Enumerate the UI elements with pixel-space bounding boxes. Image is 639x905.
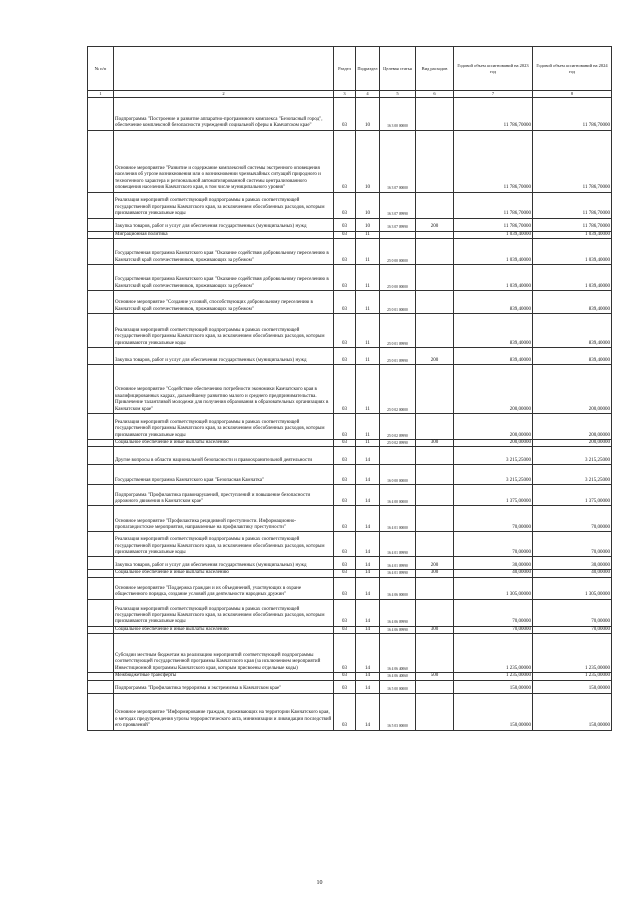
row-subsection-cell: 11: [356, 313, 380, 347]
column-number: 2: [114, 91, 334, 98]
row-vol2024-cell: 1 235,00000: [533, 634, 612, 673]
table-row: [88, 238, 612, 264]
row-name-cell: Подпрограмма "Профилактика терроризма и экстремизма в Камчатском крае": [114, 680, 334, 693]
table-row: [88, 506, 612, 532]
row-vol2023-cell: 200,00000: [454, 413, 533, 439]
row-subsection-cell: 14: [356, 634, 380, 673]
row-vol2023-cell: 40,00000: [454, 570, 533, 577]
row-num-cell: [88, 485, 114, 506]
table-row: [88, 626, 612, 633]
row-vol2023-cell: 1 305,00000: [454, 577, 533, 599]
row-section-cell: 03: [334, 130, 356, 192]
row-section-cell: 03: [334, 364, 356, 413]
row-target-cell: 25 0 00 00000: [380, 264, 416, 290]
budget-table: [87, 46, 612, 731]
row-vol2023-cell: 1 039,40000: [454, 231, 533, 238]
row-type-cell: [416, 192, 454, 218]
table-row: [88, 439, 612, 446]
row-vol2024-cell: 200,00000: [533, 439, 612, 446]
row-type-cell: [416, 97, 454, 130]
column-number: 8: [533, 91, 612, 98]
row-section-cell: 03: [334, 693, 356, 730]
table-row: [88, 218, 612, 231]
row-vol2024-cell: 1 039,40000: [533, 231, 612, 238]
row-type-cell: 500: [416, 673, 454, 680]
table-row: [88, 634, 612, 673]
column-number: 6: [416, 91, 454, 98]
row-name-cell: Реализация мероприятий соответствующей подпрограммы в рамках соответствующей государственной программы Камчатского края, за исключением обособленных расходов, которым присваиваются уникальные коды: [114, 313, 334, 347]
row-name-cell: Закупка товаров, работ и услуг для обеспечения государственных (муниципальных) нужд: [114, 347, 334, 364]
row-subsection-cell: 11: [356, 238, 380, 264]
row-target-cell: [380, 231, 416, 238]
row-subsection-cell: 14: [356, 485, 380, 506]
row-target-cell: 16 3 07 00000: [380, 130, 416, 192]
row-section-cell: 03: [334, 532, 356, 557]
row-target-cell: 25 0 00 00000: [380, 238, 416, 264]
row-subsection-cell: 11: [356, 413, 380, 439]
row-type-cell: 200: [416, 347, 454, 364]
row-vol2024-cell: 150,00000: [533, 693, 612, 730]
row-vol2023-cell: 200,00000: [454, 439, 533, 446]
row-vol2024-cell: 11 786,70000: [533, 97, 612, 130]
row-num-cell: [88, 97, 114, 130]
row-subsection-cell: 14: [356, 626, 380, 633]
row-name-cell: Государственная программа Камчатского края "Оказание содействия добровольному переселению в Камчатский край соотечественников, проживающих за рубежом": [114, 238, 334, 264]
row-vol2024-cell: 11 786,70000: [533, 192, 612, 218]
table-row: [88, 97, 612, 130]
row-name-cell: Закупка товаров, работ и услуг для обеспечения государственных (муниципальных) нужд: [114, 218, 334, 231]
row-type-cell: [416, 634, 454, 673]
row-type-cell: 300: [416, 570, 454, 577]
row-section-cell: 03: [334, 231, 356, 238]
row-name-cell: Социальное обеспечение и иные выплаты населению: [114, 439, 334, 446]
row-vol2023-cell: 11 786,70000: [454, 130, 533, 192]
row-vol2024-cell: 200,00000: [533, 364, 612, 413]
row-vol2024-cell: 150,00000: [533, 680, 612, 693]
row-name-cell: Закупка товаров, работ и услуг для обеспечения государственных (муниципальных) нужд: [114, 557, 334, 570]
row-name-cell: Подпрограмма "Построение и развитие аппаратно-программного комплекса "Безопасный город", обеспечение комплексной безопасности учреждений социальной сферы в Камчатском крае": [114, 97, 334, 130]
row-section-cell: 03: [334, 465, 356, 485]
row-name-cell: Основное мероприятие "Развитие и содержание комплексной системы экстренного оповещения населения об угрозе возникновения или о возникновении чрезвычайных ситуаций природного и техногенного характера и региональной автоматизированной системы централизованного оповещения населения Камчатского края, в том числе муниципального уровня": [114, 130, 334, 192]
header-vol2024: Годовой объем ассигнований на 2024 год: [533, 47, 612, 91]
header-num: № п/п: [88, 47, 114, 91]
row-name-cell: Реализация мероприятий соответствующей подпрограммы в рамках соответствующей государственной программы Камчатского края, за исключением обособленных расходов, которым присваиваются уникальные коды: [114, 599, 334, 626]
row-num-cell: [88, 447, 114, 465]
row-vol2024-cell: 1 039,40000: [533, 264, 612, 290]
row-subsection-cell: 11: [356, 264, 380, 290]
row-target-cell: 16 5 03 00000: [380, 693, 416, 730]
row-name-cell: Подпрограмма "Профилактика правонарушений, преступлений и повышение безопасности дорожного движения в Камчатском крае": [114, 485, 334, 506]
row-subsection-cell: 14: [356, 680, 380, 693]
row-target-cell: 16 4 01 09990: [380, 570, 416, 577]
row-vol2023-cell: 1 235,00000: [454, 673, 533, 680]
row-target-cell: 16 4 06 40060: [380, 673, 416, 680]
row-vol2024-cell: 70,00000: [533, 532, 612, 557]
row-type-cell: [416, 447, 454, 465]
row-vol2023-cell: 3 215,25000: [454, 465, 533, 485]
row-type-cell: [416, 313, 454, 347]
row-name-cell: Межбюджетные трансферты: [114, 673, 334, 680]
row-target-cell: 16 4 06 00000: [380, 577, 416, 599]
column-number: 5: [380, 91, 416, 98]
row-type-cell: 300: [416, 626, 454, 633]
row-subsection-cell: 11: [356, 290, 380, 313]
row-num-cell: [88, 506, 114, 532]
row-vol2023-cell: 839,40000: [454, 313, 533, 347]
row-vol2023-cell: 11 786,70000: [454, 97, 533, 130]
table-row: [88, 290, 612, 313]
row-type-cell: [416, 485, 454, 506]
row-vol2023-cell: 11 786,70000: [454, 192, 533, 218]
row-num-cell: [88, 192, 114, 218]
row-vol2024-cell: 1 375,00000: [533, 485, 612, 506]
row-name-cell: Основное мероприятие "Информирование граждан, проживающих на территории Камчатского края, о методах предупреждения угрозы террористического акта, минимизации и ликвидации последствий его проявлений": [114, 693, 334, 730]
table-row: [88, 570, 612, 577]
row-vol2024-cell: 30,00000: [533, 557, 612, 570]
row-name-cell: Реализация мероприятий соответствующей подпрограммы в рамках соответствующей государственной программы Камчатского края, за исключением обособленных расходов, которым присваиваются уникальные коды: [114, 192, 334, 218]
row-subsection-cell: 14: [356, 447, 380, 465]
row-type-cell: [416, 599, 454, 626]
row-section-cell: 03: [334, 626, 356, 633]
row-num-cell: [88, 532, 114, 557]
row-section-cell: 03: [334, 447, 356, 465]
row-target-cell: [380, 447, 416, 465]
row-section-cell: 03: [334, 570, 356, 577]
row-target-cell: 16 4 06 09990: [380, 599, 416, 626]
row-subsection-cell: 14: [356, 506, 380, 532]
row-type-cell: [416, 364, 454, 413]
table-row: [88, 192, 612, 218]
row-section-cell: 03: [334, 290, 356, 313]
column-number: 3: [334, 91, 356, 98]
row-name-cell: Основное мероприятие "Содействие обеспечению потребности экономики Камчатского края в квалифицированных кадрах, дальнейшему развитию малого и среднего предпринимательства. Привлечение талантливой молодежи для получения образования в образовательных организациях в Камчатском крае": [114, 364, 334, 413]
row-section-cell: 03: [334, 439, 356, 446]
row-vol2024-cell: 1 305,00000: [533, 577, 612, 599]
row-type-cell: [416, 577, 454, 599]
row-vol2024-cell: 11 786,70000: [533, 218, 612, 231]
row-section-cell: 03: [334, 599, 356, 626]
row-vol2023-cell: 70,00000: [454, 506, 533, 532]
row-section-cell: 03: [334, 264, 356, 290]
row-section-cell: 03: [334, 557, 356, 570]
row-subsection-cell: 10: [356, 192, 380, 218]
row-vol2023-cell: 1 235,00000: [454, 634, 533, 673]
row-name-cell: Субсидии местным бюджетам на реализацию мероприятий соответствующей подпрограммы соответствующей государственной программы Камчатского края (за исключением мероприятий Инвестиционной программы Камчатского края, которым присвоены отдельные коды): [114, 634, 334, 673]
table-row: [88, 577, 612, 599]
row-subsection-cell: 14: [356, 577, 380, 599]
row-target-cell: 25 0 01 00000: [380, 290, 416, 313]
row-vol2023-cell: 1 039,40000: [454, 238, 533, 264]
row-target-cell: 16 4 01 09990: [380, 557, 416, 570]
row-type-cell: 200: [416, 557, 454, 570]
row-section-cell: 03: [334, 238, 356, 264]
row-subsection-cell: 10: [356, 218, 380, 231]
row-subsection-cell: 14: [356, 599, 380, 626]
table-row: [88, 599, 612, 626]
row-num-cell: [88, 290, 114, 313]
row-subsection-cell: 14: [356, 693, 380, 730]
row-num-cell: [88, 364, 114, 413]
row-vol2024-cell: 11 786,70000: [533, 130, 612, 192]
row-subsection-cell: 14: [356, 570, 380, 577]
row-vol2024-cell: 839,40000: [533, 290, 612, 313]
header-expense-type: Вид расходов: [416, 47, 454, 91]
row-num-cell: [88, 347, 114, 364]
row-subsection-cell: 14: [356, 673, 380, 680]
row-subsection-cell: 11: [356, 364, 380, 413]
row-name-cell: Социальное обеспечение и иные выплаты населению: [114, 626, 334, 633]
header-name: [114, 47, 334, 91]
row-target-cell: 16 4 00 00000: [380, 485, 416, 506]
column-number: 1: [88, 91, 114, 98]
row-name-cell: Государственная программа Камчатского края "Безопасная Камчатка": [114, 465, 334, 485]
row-subsection-cell: 10: [356, 97, 380, 130]
row-target-cell: 16 4 06 09990: [380, 626, 416, 633]
row-type-cell: 200: [416, 218, 454, 231]
row-type-cell: [416, 130, 454, 192]
row-type-cell: [416, 290, 454, 313]
row-vol2024-cell: 70,00000: [533, 599, 612, 626]
row-target-cell: 25 0 02 09990: [380, 413, 416, 439]
table-row: [88, 693, 612, 730]
row-num-cell: [88, 264, 114, 290]
row-vol2024-cell: 3 215,25000: [533, 465, 612, 485]
row-name-cell: Основное мероприятие "Профилактика рецидивной преступности. Информационно-пропагандистские мероприятия, направленные на профилактику преступности": [114, 506, 334, 532]
table-row: [88, 264, 612, 290]
table-row: [88, 130, 612, 192]
row-target-cell: 16 0 00 00000: [380, 465, 416, 485]
row-target-cell: 16 4 01 09990: [380, 532, 416, 557]
row-subsection-cell: 14: [356, 532, 380, 557]
row-vol2023-cell: 11 786,70000: [454, 218, 533, 231]
row-name-cell: Государственная программа Камчатского края "Оказание содействия добровольному переселению в Камчатский край соотечественников, проживающих за рубежом": [114, 264, 334, 290]
row-vol2023-cell: 70,00000: [454, 626, 533, 633]
row-section-cell: 03: [334, 577, 356, 599]
table-row: [88, 447, 612, 465]
row-vol2023-cell: 1 039,40000: [454, 264, 533, 290]
row-name-cell: Социальное обеспечение и иные выплаты населению: [114, 570, 334, 577]
row-subsection-cell: 14: [356, 465, 380, 485]
row-section-cell: 03: [334, 673, 356, 680]
row-type-cell: [416, 532, 454, 557]
row-vol2024-cell: 200,00000: [533, 413, 612, 439]
row-section-cell: 03: [334, 413, 356, 439]
row-num-cell: [88, 634, 114, 673]
row-section-cell: 03: [334, 634, 356, 673]
row-target-cell: 25 0 02 09990: [380, 439, 416, 446]
table-row: [88, 413, 612, 439]
row-num-cell: [88, 680, 114, 693]
table-row: [88, 680, 612, 693]
row-target-cell: 16 4 06 40060: [380, 634, 416, 673]
row-target-cell: 16 3 00 00000: [380, 97, 416, 130]
table-row: [88, 485, 612, 506]
row-type-cell: [416, 264, 454, 290]
row-name-cell: Реализация мероприятий соответствующей подпрограммы в рамках соответствующей государственной программы Камчатского края, за исключением обособленных расходов, которым присваиваются уникальные коды: [114, 413, 334, 439]
table-row: [88, 313, 612, 347]
row-type-cell: [416, 680, 454, 693]
header-row: [88, 47, 612, 91]
table-row: [88, 231, 612, 238]
row-vol2024-cell: 1 235,00000: [533, 673, 612, 680]
row-section-cell: 03: [334, 218, 356, 231]
row-vol2024-cell: 70,00000: [533, 626, 612, 633]
column-number: 4: [356, 91, 380, 98]
row-section-cell: 03: [334, 97, 356, 130]
row-vol2023-cell: 839,40000: [454, 347, 533, 364]
header-vol2023: Годовой объем ассигнований на 2023 год: [454, 47, 533, 91]
row-num-cell: [88, 693, 114, 730]
row-name-cell: Основное мероприятие "Создание условий, способствующих добровольному переселению в Камчатский край соотечественников, проживающих за рубежом": [114, 290, 334, 313]
row-vol2024-cell: 839,40000: [533, 347, 612, 364]
row-vol2023-cell: 839,40000: [454, 290, 533, 313]
row-target-cell: 16 4 01 00000: [380, 506, 416, 532]
row-num-cell: [88, 599, 114, 626]
row-vol2023-cell: 1 375,00000: [454, 485, 533, 506]
row-target-cell: 16 3 07 09990: [380, 218, 416, 231]
row-num-cell: [88, 130, 114, 192]
row-name-cell: Реализация мероприятий соответствующей подпрограммы в рамках соответствующей государственной программы Камчатского края, за исключением обособленных расходов, которым присваиваются уникальные коды: [114, 532, 334, 557]
row-name-cell: Другие вопросы в области национальной безопасности и правоохранительной деятельности: [114, 447, 334, 465]
row-type-cell: [416, 506, 454, 532]
table-row: [88, 364, 612, 413]
table-row: [88, 673, 612, 680]
row-subsection-cell: 11: [356, 347, 380, 364]
table-row: [88, 465, 612, 485]
row-section-cell: 03: [334, 347, 356, 364]
row-target-cell: 25 0 01 09990: [380, 313, 416, 347]
row-vol2023-cell: 70,00000: [454, 532, 533, 557]
row-subsection-cell: 14: [356, 557, 380, 570]
row-section-cell: 03: [334, 506, 356, 532]
row-vol2023-cell: 200,00000: [454, 364, 533, 413]
row-num-cell: [88, 413, 114, 439]
header-section: Раздел: [334, 47, 356, 91]
row-name-cell: Основное мероприятие "Поддержка граждан и их объединений, участвующих в охране общественного порядка, создание условий для деятельности народных дружин": [114, 577, 334, 599]
row-type-cell: [416, 413, 454, 439]
row-num-cell: [88, 231, 114, 238]
row-num-cell: [88, 218, 114, 231]
row-vol2023-cell: 70,00000: [454, 599, 533, 626]
row-vol2024-cell: 839,40000: [533, 313, 612, 347]
column-number: 7: [454, 91, 533, 98]
row-type-cell: [416, 238, 454, 264]
row-vol2023-cell: 3 215,25000: [454, 447, 533, 465]
row-vol2024-cell: 3 215,25000: [533, 447, 612, 465]
row-target-cell: 16 5 00 00000: [380, 680, 416, 693]
row-num-cell: [88, 626, 114, 633]
row-vol2023-cell: 30,00000: [454, 557, 533, 570]
row-type-cell: 300: [416, 439, 454, 446]
row-type-cell: [416, 465, 454, 485]
row-subsection-cell: 11: [356, 439, 380, 446]
row-num-cell: [88, 557, 114, 570]
row-subsection-cell: 10: [356, 130, 380, 192]
row-num-cell: [88, 465, 114, 485]
header-subsection: Подраздел: [356, 47, 380, 91]
page-number: 10: [316, 880, 323, 886]
row-target-cell: 25 0 01 09990: [380, 347, 416, 364]
row-target-cell: 25 0 02 00000: [380, 364, 416, 413]
row-subsection-cell: 11: [356, 231, 380, 238]
row-type-cell: [416, 231, 454, 238]
row-section-cell: 03: [334, 680, 356, 693]
row-name-cell: Миграционная политика: [114, 231, 334, 238]
table-row: [88, 557, 612, 570]
row-num-cell: [88, 439, 114, 446]
row-num-cell: [88, 577, 114, 599]
table-row: [88, 347, 612, 364]
row-vol2023-cell: 150,00000: [454, 693, 533, 730]
row-vol2024-cell: 70,00000: [533, 506, 612, 532]
row-vol2023-cell: 150,00000: [454, 680, 533, 693]
row-section-cell: 03: [334, 192, 356, 218]
row-target-cell: 16 3 07 09990: [380, 192, 416, 218]
row-type-cell: [416, 693, 454, 730]
row-section-cell: 03: [334, 313, 356, 347]
table-row: [88, 532, 612, 557]
row-section-cell: 03: [334, 485, 356, 506]
row-num-cell: [88, 673, 114, 680]
row-num-cell: [88, 313, 114, 347]
row-num-cell: [88, 570, 114, 577]
row-vol2024-cell: 1 039,40000: [533, 238, 612, 264]
row-num-cell: [88, 238, 114, 264]
header-target: Целевая статья: [380, 47, 416, 91]
row-vol2024-cell: 40,00000: [533, 570, 612, 577]
